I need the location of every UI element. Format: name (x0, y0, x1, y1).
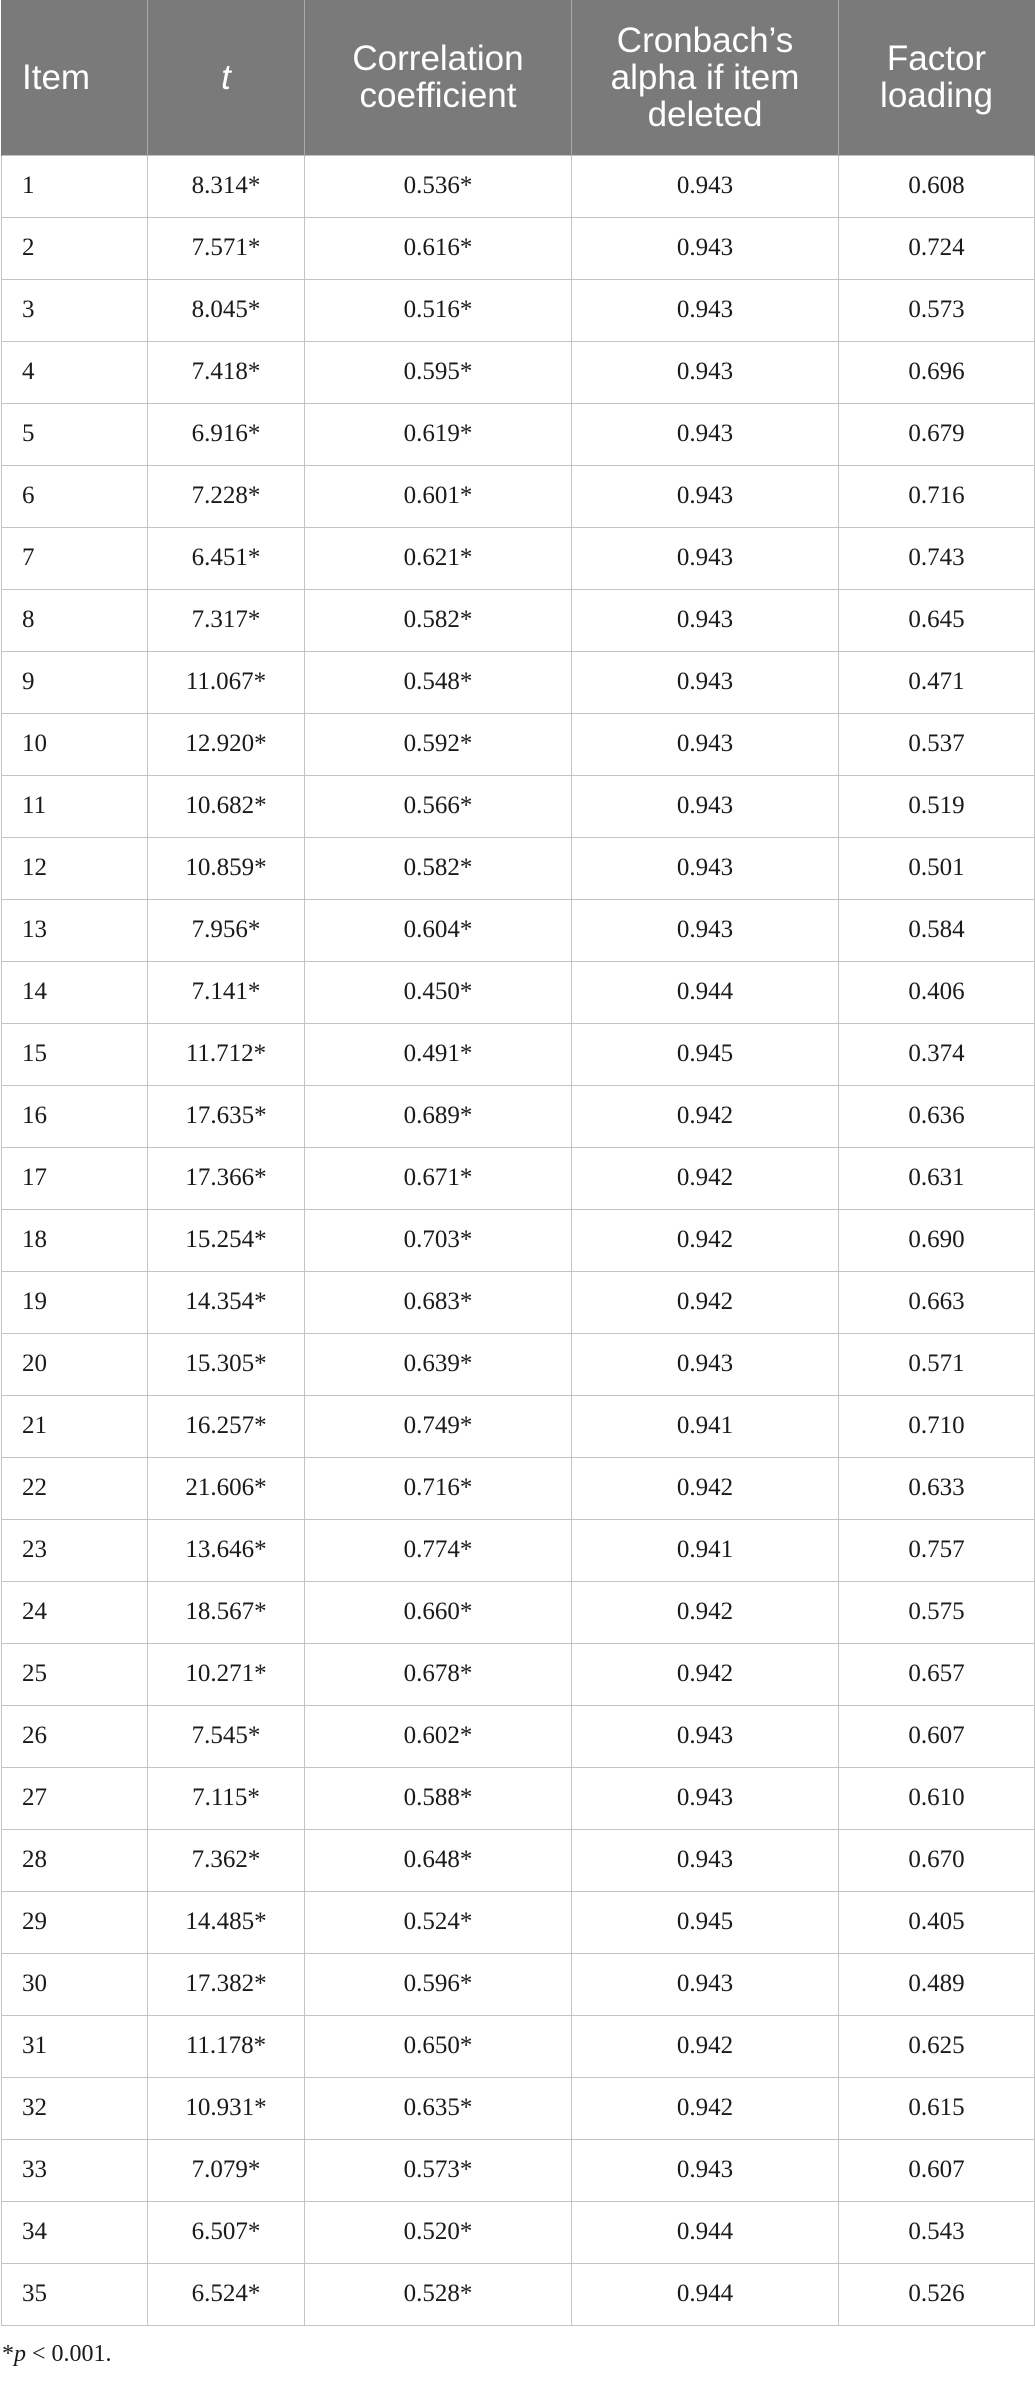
cell-factor-loading: 0.716 (839, 465, 1035, 527)
cell-factor-loading: 0.757 (839, 1519, 1035, 1581)
cell-t: 7.571* (148, 217, 305, 279)
cell-factor-loading: 0.607 (839, 2139, 1035, 2201)
cell-factor-loading: 0.696 (839, 341, 1035, 403)
cell-t: 12.920* (148, 713, 305, 775)
table-row (2, 279, 1035, 341)
cell-item: 25 (2, 1643, 148, 1705)
cell-t: 7.079* (148, 2139, 305, 2201)
cell-item: 24 (2, 1581, 148, 1643)
table-row (2, 1209, 1035, 1271)
table-row (2, 961, 1035, 1023)
cell-factor-loading: 0.710 (839, 1395, 1035, 1457)
cell-factor-loading: 0.575 (839, 1581, 1035, 1643)
cell-correlation: 0.639* (305, 1333, 572, 1395)
cell-factor-loading: 0.743 (839, 527, 1035, 589)
cell-correlation: 0.516* (305, 279, 572, 341)
cell-alpha: 0.942 (572, 1085, 839, 1147)
cell-correlation: 0.588* (305, 1767, 572, 1829)
cell-correlation: 0.716* (305, 1457, 572, 1519)
cell-item: 5 (2, 403, 148, 465)
cell-correlation: 0.621* (305, 527, 572, 589)
cell-item: 4 (2, 341, 148, 403)
cell-t: 6.524* (148, 2263, 305, 2325)
cell-item: 9 (2, 651, 148, 713)
table-body (2, 155, 1035, 2325)
cell-correlation: 0.604* (305, 899, 572, 961)
cell-item: 30 (2, 1953, 148, 2015)
cell-t: 11.067* (148, 651, 305, 713)
table-row (2, 527, 1035, 589)
cell-t: 21.606* (148, 1457, 305, 1519)
footnote-threshold: < 0.001. (26, 2341, 112, 2367)
cell-factor-loading: 0.657 (839, 1643, 1035, 1705)
cell-t: 7.545* (148, 1705, 305, 1767)
cell-alpha: 0.942 (572, 1457, 839, 1519)
table-row (2, 155, 1035, 217)
cell-correlation: 0.635* (305, 2077, 572, 2139)
table-row (2, 2077, 1035, 2139)
cell-t: 6.507* (148, 2201, 305, 2263)
cell-item: 13 (2, 899, 148, 961)
cell-factor-loading: 0.571 (839, 1333, 1035, 1395)
cell-factor-loading: 0.690 (839, 1209, 1035, 1271)
cell-factor-loading: 0.519 (839, 775, 1035, 837)
table-row (2, 899, 1035, 961)
cell-alpha: 0.943 (572, 1705, 839, 1767)
cell-correlation: 0.650* (305, 2015, 572, 2077)
cell-t: 15.254* (148, 1209, 305, 1271)
table-row (2, 775, 1035, 837)
footnote-p-symbol: p (14, 2341, 26, 2367)
header-correlation-coefficient: Correlation coefficient (305, 0, 572, 155)
cell-item: 10 (2, 713, 148, 775)
cell-factor-loading: 0.406 (839, 961, 1035, 1023)
cell-alpha: 0.943 (572, 403, 839, 465)
header-row (2, 0, 1035, 155)
cell-factor-loading: 0.679 (839, 403, 1035, 465)
cell-alpha: 0.944 (572, 2263, 839, 2325)
cell-item: 15 (2, 1023, 148, 1085)
cell-alpha: 0.943 (572, 341, 839, 403)
cell-alpha: 0.943 (572, 589, 839, 651)
cell-factor-loading: 0.663 (839, 1271, 1035, 1333)
cell-correlation: 0.616* (305, 217, 572, 279)
cell-item: 7 (2, 527, 148, 589)
cell-t: 7.317* (148, 589, 305, 651)
cell-correlation: 0.703* (305, 1209, 572, 1271)
table-row (2, 837, 1035, 899)
cell-alpha: 0.944 (572, 961, 839, 1023)
cell-alpha: 0.943 (572, 713, 839, 775)
cell-factor-loading: 0.374 (839, 1023, 1035, 1085)
cell-correlation: 0.619* (305, 403, 572, 465)
cell-alpha: 0.942 (572, 1271, 839, 1333)
table-row (2, 465, 1035, 527)
cell-t: 8.314* (148, 155, 305, 217)
table-row (2, 1581, 1035, 1643)
cell-item: 21 (2, 1395, 148, 1457)
cell-alpha: 0.943 (572, 527, 839, 589)
cell-factor-loading: 0.670 (839, 1829, 1035, 1891)
cell-factor-loading: 0.405 (839, 1891, 1035, 1953)
cell-item: 28 (2, 1829, 148, 1891)
cell-item: 31 (2, 2015, 148, 2077)
cell-correlation: 0.595* (305, 341, 572, 403)
cell-alpha: 0.943 (572, 2139, 839, 2201)
cell-correlation: 0.596* (305, 1953, 572, 2015)
table-row (2, 2263, 1035, 2325)
cell-item: 16 (2, 1085, 148, 1147)
cell-t: 8.045* (148, 279, 305, 341)
cell-t: 7.115* (148, 1767, 305, 1829)
cell-t: 7.141* (148, 961, 305, 1023)
table-row (2, 2139, 1035, 2201)
cell-alpha: 0.943 (572, 651, 839, 713)
cell-correlation: 0.566* (305, 775, 572, 837)
table-row (2, 1085, 1035, 1147)
cell-correlation: 0.491* (305, 1023, 572, 1085)
cell-factor-loading: 0.471 (839, 651, 1035, 713)
cell-item: 3 (2, 279, 148, 341)
cell-factor-loading: 0.645 (839, 589, 1035, 651)
cell-t: 7.228* (148, 465, 305, 527)
cell-alpha: 0.943 (572, 217, 839, 279)
cell-t: 7.418* (148, 341, 305, 403)
table-row (2, 1829, 1035, 1891)
table-row (2, 403, 1035, 465)
item-analysis-table (1, 0, 1035, 2326)
cell-item: 8 (2, 589, 148, 651)
cell-correlation: 0.592* (305, 713, 572, 775)
cell-correlation: 0.678* (305, 1643, 572, 1705)
table-row (2, 341, 1035, 403)
cell-item: 22 (2, 1457, 148, 1519)
cell-t: 11.712* (148, 1023, 305, 1085)
header-item: Item (2, 0, 148, 155)
table-row (2, 1891, 1035, 1953)
cell-item: 23 (2, 1519, 148, 1581)
cell-correlation: 0.548* (305, 651, 572, 713)
cell-correlation: 0.582* (305, 589, 572, 651)
header-t: t (148, 0, 305, 155)
cell-alpha: 0.943 (572, 837, 839, 899)
cell-t: 7.956* (148, 899, 305, 961)
cell-alpha: 0.945 (572, 1023, 839, 1085)
cell-correlation: 0.536* (305, 155, 572, 217)
cell-item: 17 (2, 1147, 148, 1209)
cell-item: 18 (2, 1209, 148, 1271)
cell-t: 16.257* (148, 1395, 305, 1457)
cell-factor-loading: 0.526 (839, 2263, 1035, 2325)
cell-correlation: 0.601* (305, 465, 572, 527)
cell-alpha: 0.943 (572, 1333, 839, 1395)
cell-alpha: 0.943 (572, 155, 839, 217)
cell-item: 34 (2, 2201, 148, 2263)
cell-correlation: 0.582* (305, 837, 572, 899)
cell-t: 10.682* (148, 775, 305, 837)
cell-correlation: 0.602* (305, 1705, 572, 1767)
cell-factor-loading: 0.633 (839, 1457, 1035, 1519)
cell-factor-loading: 0.608 (839, 155, 1035, 217)
cell-alpha: 0.945 (572, 1891, 839, 1953)
cell-item: 6 (2, 465, 148, 527)
cell-factor-loading: 0.501 (839, 837, 1035, 899)
cell-item: 27 (2, 1767, 148, 1829)
cell-alpha: 0.942 (572, 1147, 839, 1209)
table-row (2, 1147, 1035, 1209)
table-row (2, 1457, 1035, 1519)
table-row (2, 1333, 1035, 1395)
cell-alpha: 0.941 (572, 1519, 839, 1581)
table-row (2, 2015, 1035, 2077)
cell-alpha: 0.944 (572, 2201, 839, 2263)
table-header (2, 0, 1035, 155)
cell-item: 11 (2, 775, 148, 837)
table-row (2, 217, 1035, 279)
cell-correlation: 0.520* (305, 2201, 572, 2263)
cell-t: 11.178* (148, 2015, 305, 2077)
cell-t: 18.567* (148, 1581, 305, 1643)
cell-item: 14 (2, 961, 148, 1023)
cell-item: 19 (2, 1271, 148, 1333)
cell-t: 10.859* (148, 837, 305, 899)
cell-alpha: 0.942 (572, 2015, 839, 2077)
cell-item: 26 (2, 1705, 148, 1767)
table-row (2, 1395, 1035, 1457)
cell-item: 29 (2, 1891, 148, 1953)
cell-correlation: 0.528* (305, 2263, 572, 2325)
table-row (2, 651, 1035, 713)
cell-alpha: 0.943 (572, 775, 839, 837)
cell-factor-loading: 0.489 (839, 1953, 1035, 2015)
footnote-asterisk: * (2, 2341, 14, 2367)
cell-item: 32 (2, 2077, 148, 2139)
table-row (2, 1953, 1035, 2015)
cell-t: 17.635* (148, 1085, 305, 1147)
cell-factor-loading: 0.573 (839, 279, 1035, 341)
cell-t: 13.646* (148, 1519, 305, 1581)
cell-factor-loading: 0.543 (839, 2201, 1035, 2263)
cell-alpha: 0.943 (572, 465, 839, 527)
table-row (2, 1767, 1035, 1829)
cell-t: 17.382* (148, 1953, 305, 2015)
cell-alpha: 0.943 (572, 899, 839, 961)
table-row (2, 1643, 1035, 1705)
cell-factor-loading: 0.724 (839, 217, 1035, 279)
cell-alpha: 0.943 (572, 279, 839, 341)
cell-item: 2 (2, 217, 148, 279)
cell-correlation: 0.450* (305, 961, 572, 1023)
cell-item: 33 (2, 2139, 148, 2201)
cell-item: 1 (2, 155, 148, 217)
cell-factor-loading: 0.537 (839, 713, 1035, 775)
cell-correlation: 0.524* (305, 1891, 572, 1953)
cell-correlation: 0.749* (305, 1395, 572, 1457)
cell-factor-loading: 0.607 (839, 1705, 1035, 1767)
table-row (2, 1271, 1035, 1333)
cell-factor-loading: 0.584 (839, 899, 1035, 961)
cell-correlation: 0.648* (305, 1829, 572, 1891)
cell-t: 7.362* (148, 1829, 305, 1891)
cell-item: 12 (2, 837, 148, 899)
cell-correlation: 0.660* (305, 1581, 572, 1643)
cell-alpha: 0.942 (572, 1643, 839, 1705)
cell-t: 14.485* (148, 1891, 305, 1953)
cell-alpha: 0.942 (572, 1581, 839, 1643)
header-cronbach-alpha: Cronbach’s alpha if item deleted (572, 0, 839, 155)
cell-t: 17.366* (148, 1147, 305, 1209)
table-footnote (2, 2341, 112, 2368)
cell-t: 10.931* (148, 2077, 305, 2139)
item-analysis-table-container (1, 0, 1034, 2326)
cell-correlation: 0.671* (305, 1147, 572, 1209)
cell-factor-loading: 0.610 (839, 1767, 1035, 1829)
header-factor-loading: Factor loading (839, 0, 1035, 155)
cell-item: 35 (2, 2263, 148, 2325)
cell-correlation: 0.573* (305, 2139, 572, 2201)
cell-correlation: 0.774* (305, 1519, 572, 1581)
cell-alpha: 0.942 (572, 2077, 839, 2139)
cell-correlation: 0.683* (305, 1271, 572, 1333)
table-row (2, 1023, 1035, 1085)
cell-alpha: 0.943 (572, 1829, 839, 1891)
cell-factor-loading: 0.631 (839, 1147, 1035, 1209)
cell-t: 15.305* (148, 1333, 305, 1395)
table-row (2, 589, 1035, 651)
cell-alpha: 0.941 (572, 1395, 839, 1457)
cell-factor-loading: 0.636 (839, 1085, 1035, 1147)
cell-alpha: 0.942 (572, 1209, 839, 1271)
table-row (2, 1519, 1035, 1581)
cell-factor-loading: 0.615 (839, 2077, 1035, 2139)
table-row (2, 2201, 1035, 2263)
cell-t: 6.451* (148, 527, 305, 589)
cell-factor-loading: 0.625 (839, 2015, 1035, 2077)
cell-t: 14.354* (148, 1271, 305, 1333)
cell-alpha: 0.943 (572, 1953, 839, 2015)
table-row (2, 713, 1035, 775)
cell-alpha: 0.943 (572, 1767, 839, 1829)
cell-correlation: 0.689* (305, 1085, 572, 1147)
cell-t: 6.916* (148, 403, 305, 465)
cell-item: 20 (2, 1333, 148, 1395)
cell-t: 10.271* (148, 1643, 305, 1705)
table-row (2, 1705, 1035, 1767)
